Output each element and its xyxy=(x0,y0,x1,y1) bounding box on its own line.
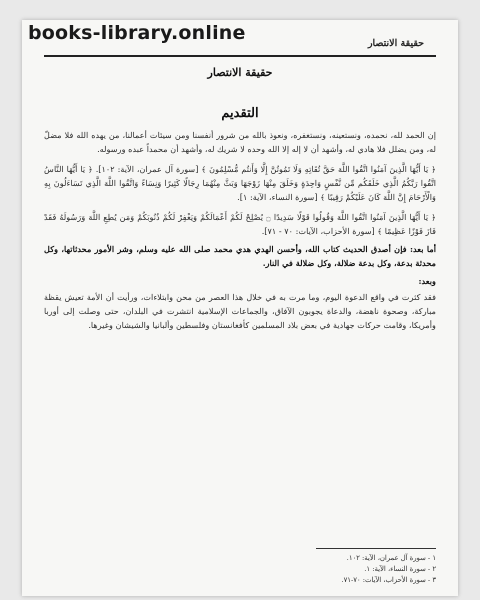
paragraph-heading-wabad: وبعد: xyxy=(418,276,436,286)
section-title: حقيقة الانتصار xyxy=(207,66,273,79)
body-text xyxy=(44,128,436,336)
footnote-item: ٣ - سورة الأحزاب، الآيات: ٧٠-٧١. xyxy=(341,576,436,584)
paragraph-verses-2: ﴿ يَا أَيُّهَا الَّذِينَ آمَنُوا اتَّقُوا اللَّهَ وَقُولُوا قَوْلًا سَدِيدًا ۝ يُصْلِحْ لَكُمْ أَعْمَالَكُمْ وَيَغْفِرْ لَكُمْ ذُنُوبَكُمْ وَمَن يُطِعِ اللَّهَ وَرَسُولَهُ فَقَدْ فَازَ فَوْزًا عَظِيمًا ﴾ [سورة الأحزاب، الآيات: ٧٠ - ٧١]. xyxy=(44,212,437,236)
footnotes xyxy=(341,553,436,586)
paragraph-opening: إن الحمد لله، نحمده، ونستعينه، ونستغفره، ونعوذ بالله من شرور أنفسنا ومن سيئات أعمالنا، من يهده الله فلا مضلّ له، ومن يضلل فلا هادي له، وأشهد أن لا إله إلا الله وحده لا شريك له، وأشهد أن محمداً عبده ورسوله. xyxy=(44,130,436,154)
footnote-item: ٢ - سورة النساء، الآية: ١. xyxy=(364,565,436,573)
paragraph-verses-1: ﴿ يَا أَيُّهَا الَّذِينَ آمَنُوا اتَّقُوا اللَّهَ حَقَّ تُقَاتِهِ وَلَا تَمُوتُنَّ إِلَّا وَأَنتُم مُّسْلِمُونَ ﴾ [سورة آل عمران، الآية: ١٠٢]. ﴿ يَا أَيُّهَا النَّاسُ اتَّقُوا رَبَّكُمُ الَّذِي خَلَقَكُم مِّن نَّفْسٍ وَاحِدَةٍ وَخَلَقَ مِنْهَا زَوْجَهَا وَبَثَّ مِنْهُمَا رِجَالًا كَثِيرًا وَنِسَاءً وَاتَّقُوا اللَّهَ الَّذِي تَسَاءَلُونَ بِهِ وَالْأَرْحَامَ إِنَّ اللَّهَ كَانَ عَلَيْكُمْ رَقِيبًا ﴾ [سورة النساء، الآية: ١]. xyxy=(44,164,436,202)
intro-title: التقديم xyxy=(221,106,259,121)
paragraph-amma-bad: أما بعد: فإن أصدق الحديث كتاب الله، وأحسن الهدي هدي محمد صلى الله عليه وسلم، وشر الأمور محدثاتها، وكل محدثة بدعة، وكل بدعة ضلالة، وكل ضلالة في النار. xyxy=(44,244,436,268)
footnote-item: ١ - سورة آل عمران، الآية: ١٠٢. xyxy=(346,554,436,562)
header-rule xyxy=(44,55,436,57)
paragraph-main: فقد كثرت في واقع الدعوة اليوم، وما مرت به في خلال هذا العصر من محن وابتلاءات، ورأيت أن الأمة تعيش يقظة مباركة، وصحوة ناهضة، والدعاة يجوبون الآفاق، والجماعات الإسلامية انتشرت في البلدان، حتى وصلت إلى أوربا وأمريكا، وقامت حركات جهادية في بعض بلاد المسلمين كأفغانستان وفلسطين وألبانيا والشيشان وغيرها. xyxy=(44,292,436,330)
document-page xyxy=(22,20,458,596)
running-header-title: حقيقة الانتصار xyxy=(367,38,424,49)
watermark: books-library.online xyxy=(28,22,246,44)
footnote-rule xyxy=(316,548,436,549)
